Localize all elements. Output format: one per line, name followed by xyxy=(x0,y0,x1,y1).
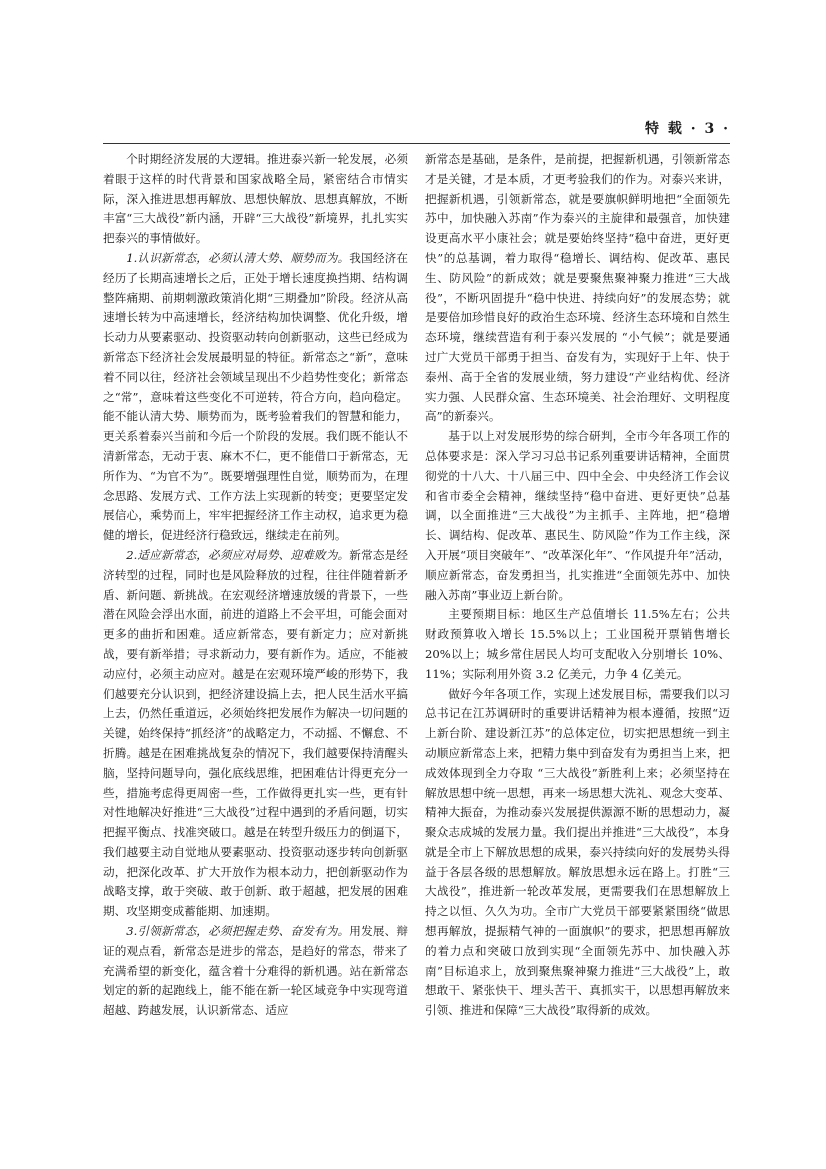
paragraph: 2.适应新常态，必须应对局势、迎难败为。新常态是经济转型的过程，同时也是风险释放的过程，往往伴随着新矛盾、新问题、新挑战。在宏观经济增速放缓的背景下，一些潜在风险会浮出水面，前进的道路上不会平坦，可能会面对更多的曲折和困难。适应新常态，要有新定力；应对新挑战，要有新举措；寻求新动力，要有新作为。适应，不能被动应付，必须主动应对。越是在宏观环境严峻的形势下，我们越要充分认识到，把经济建设搞上去，把人民生活水平搞上去，仍然任重道远，必须始终把发展作为解决一切问题的关键，始终保持“抓经济”的战略定力，不动摇、不懈怠、不折腾。越是在困难挑战复杂的情况下，我们越要保持清醒头脑，坚持问题导向，强化底线思维，把困难估计得更充分一些，措施考虑得更周密一些，工作做得更扎实一些，更有针对性地解决好推进“三大战役”过程中遇到的矛盾问题，切实把握平衡点、找准突破口。越是在转型升级压力的倒逼下，我们越要主动自觉地从要素驱动、投资驱动逐步转向创新驱动，把深化改革、扩大开放作为根本动力，把创新驱动作为战略支撑，敢于突破、敢于创新、敢于超越，把发展的困难期、攻坚期变成蓄能期、加速期。 xyxy=(103,547,408,919)
paragraph: 做好今年各项工作，实现上述发展目标，需要我们以习总书记在江苏调研时的重要讲话精神为根本遵循，按照“迈上新台阶、建设新江苏”的总体定位，切实把思想统一到主动顺应新常态上来，把精力集中到奋发有为勇担当上来，把成效体现到全力夺取 “三大战役”新胜利上来；必须坚持在解放思想中统一思想，再来一场思想大洗礼、观念大变革、精神大振奋，为推动泰兴发展提供源源不断的思想动力，凝聚众志成城的发展力量。我们提出并推进“三大战役”，本身就是全市上下解放思想的成果，泰兴持续向好的发展势头得益于各层各级的思想解放。解放思想永远在路上。打胜“三大战役”，推进新一轮改革发展，更需要我们在思想解放上持之以恒、久久为功。全市广大党员干部要紧紧围绕“做思想再解放，提振精气神的一面旗帜”的要求，把思想再解放的着力点和突破口放到实现“全面领先苏中、加快融入苏南”目标追求上，放到聚焦聚神聚力推进“三大战役”上，敢想敢干、紧张快干、埋头苦干、真抓实干，以思想再解放来引领、推进和保障“三大战役”取得新的成效。 xyxy=(425,686,730,1018)
page-number: · 3 · xyxy=(690,121,730,137)
paragraph: 基于以上对发展形势的综合研判，全市今年各项工作的总体要求是：深入学习习总书记系列重要讲话精神，全面贯彻党的十八大、十八届三中、四中全会、中央经济工作会议和省市委全会精神，继续坚持“稳中奋进、更好更快”总基调，以全面推进“三大战役”为主抓手、主阵地，把“稳增长、调结构、促改革、惠民生、防风险”作为工作主线，深入开展“项目突破年”、“改革深化年”、“作风提升年”活动，顺应新常态，奋发勇担当，扎实推进“全面领先苏中、加快融入苏南”事业迈上新台阶。 xyxy=(425,429,730,602)
paragraph-lead: 3.引领新常态，必须把握走势、奋发有为。 xyxy=(126,924,350,939)
paragraph: 1.认识新常态，必须认清大势、顺势而为。我国经济在经历了长期高速增长之后，正处于增长速度换挡期、结构调整阵痛期、前期刺激政策消化期“三期叠加”阶段。经济从高速增长转为中高速增长，经济结构加快调整、优化升级，增长动力从要素驱动、投资驱动转向创新驱动，这些已经成为新常态下经济社会发展最明显的特征。新常态之“新”，意味着不同以往，经济社会领域呈现出不少趋势性变化；新常态之“常”，意味着这些变化不可逆转，符合方向，趋向稳定。能不能认清大势、顺势而为，既考验着我们的智慧和能力，更关系着泰兴当前和今后一个阶段的发展。我们既不能认不清新常态，无动于衷、麻木不仁，更不能借口于新常态，无所作为、“为官不为”。既要增强理性自觉，顺势而为，在理念思路、发展方式、工作方法上实现新的转变；更要坚定发展信心，乘势而上，牢牢把握经济工作主动权，追求更为稳健的增长，促进经济行稳致远，继续走在前列。 xyxy=(103,250,408,543)
paragraph-lead: 1.认识新常态，必须认清大势、顺势而为。 xyxy=(126,250,350,265)
section-label: 特 载 xyxy=(645,121,684,137)
left-column xyxy=(103,150,408,1021)
paragraph: 新常态是基础，是条件，是前提，把握新机遇，引领新常态才是关键，才是本质，才更考验我们的作为。对泰兴来讲，把握新机遇，引领新常态，就是要旗帜鲜明地把“全面领先苏中，加快融入苏南”作为泰兴的主旋律和最强音，加快建设更高水平小康社会；就是要始终坚持“稳中奋进，更好更快”的总基调，着力取得“稳增长、调结构、促改革、惠民生、防风险”的新成效；就是要聚焦聚神聚力推进“三大战役”，不断巩固提升“稳中快进、持续向好”的发展态势；就是要倍加珍惜良好的政治生态环境、经济生态环境和自然生态环境，继续营造有利于泰兴发展的 “小气候”；就是要通过广大党员干部勇于担当、奋发有为，实现好于上年、快于泰州、高于全省的发展业绩，努力建设“产业结构优、经济实力强、人民群众富、生态环境美、社会治理好、文明程度高”的新泰兴。 xyxy=(425,152,730,424)
running-header xyxy=(645,118,730,138)
header-rule xyxy=(103,143,730,144)
paragraph: 3.引领新常态，必须把握走势、奋发有为。用发展、辩证的观点看，新常态是进步的常态，是趋好的常态，带来了充满希望的新变化，蕴含着十分难得的新机遇。站在新常态划定的新的起跑线上，能不能在新一轮区域竞争中实现弯道超越、跨越发展，认识新常态、适应 xyxy=(103,924,408,1018)
paragraph-lead: 2.适应新常态，必须应对局势、迎难败为。 xyxy=(126,547,350,562)
paragraph: 主要预期目标：地区生产总值增长 11.5%左右；公共财政预算收入增长 15.5%以上；工业国税开票销售增长 20%以上；城乡常住居民人均可支配收入分别增长 10%、11%；实际利用外资 3.2 亿美元，力争 4 亿美元。 xyxy=(425,607,730,681)
right-column xyxy=(425,150,730,1021)
paragraph: 个时期经济发展的大逻辑。推进泰兴新一轮发展，必须着眼于这样的时代背景和国家战略全局，紧密结合市情实际，深入推进思想再解放、思想快解放、思想真解放，不断丰富“三大战役”新内涵，开辟“三大战役”新境界，扎扎实实把泰兴的事情做好。 xyxy=(103,152,408,246)
